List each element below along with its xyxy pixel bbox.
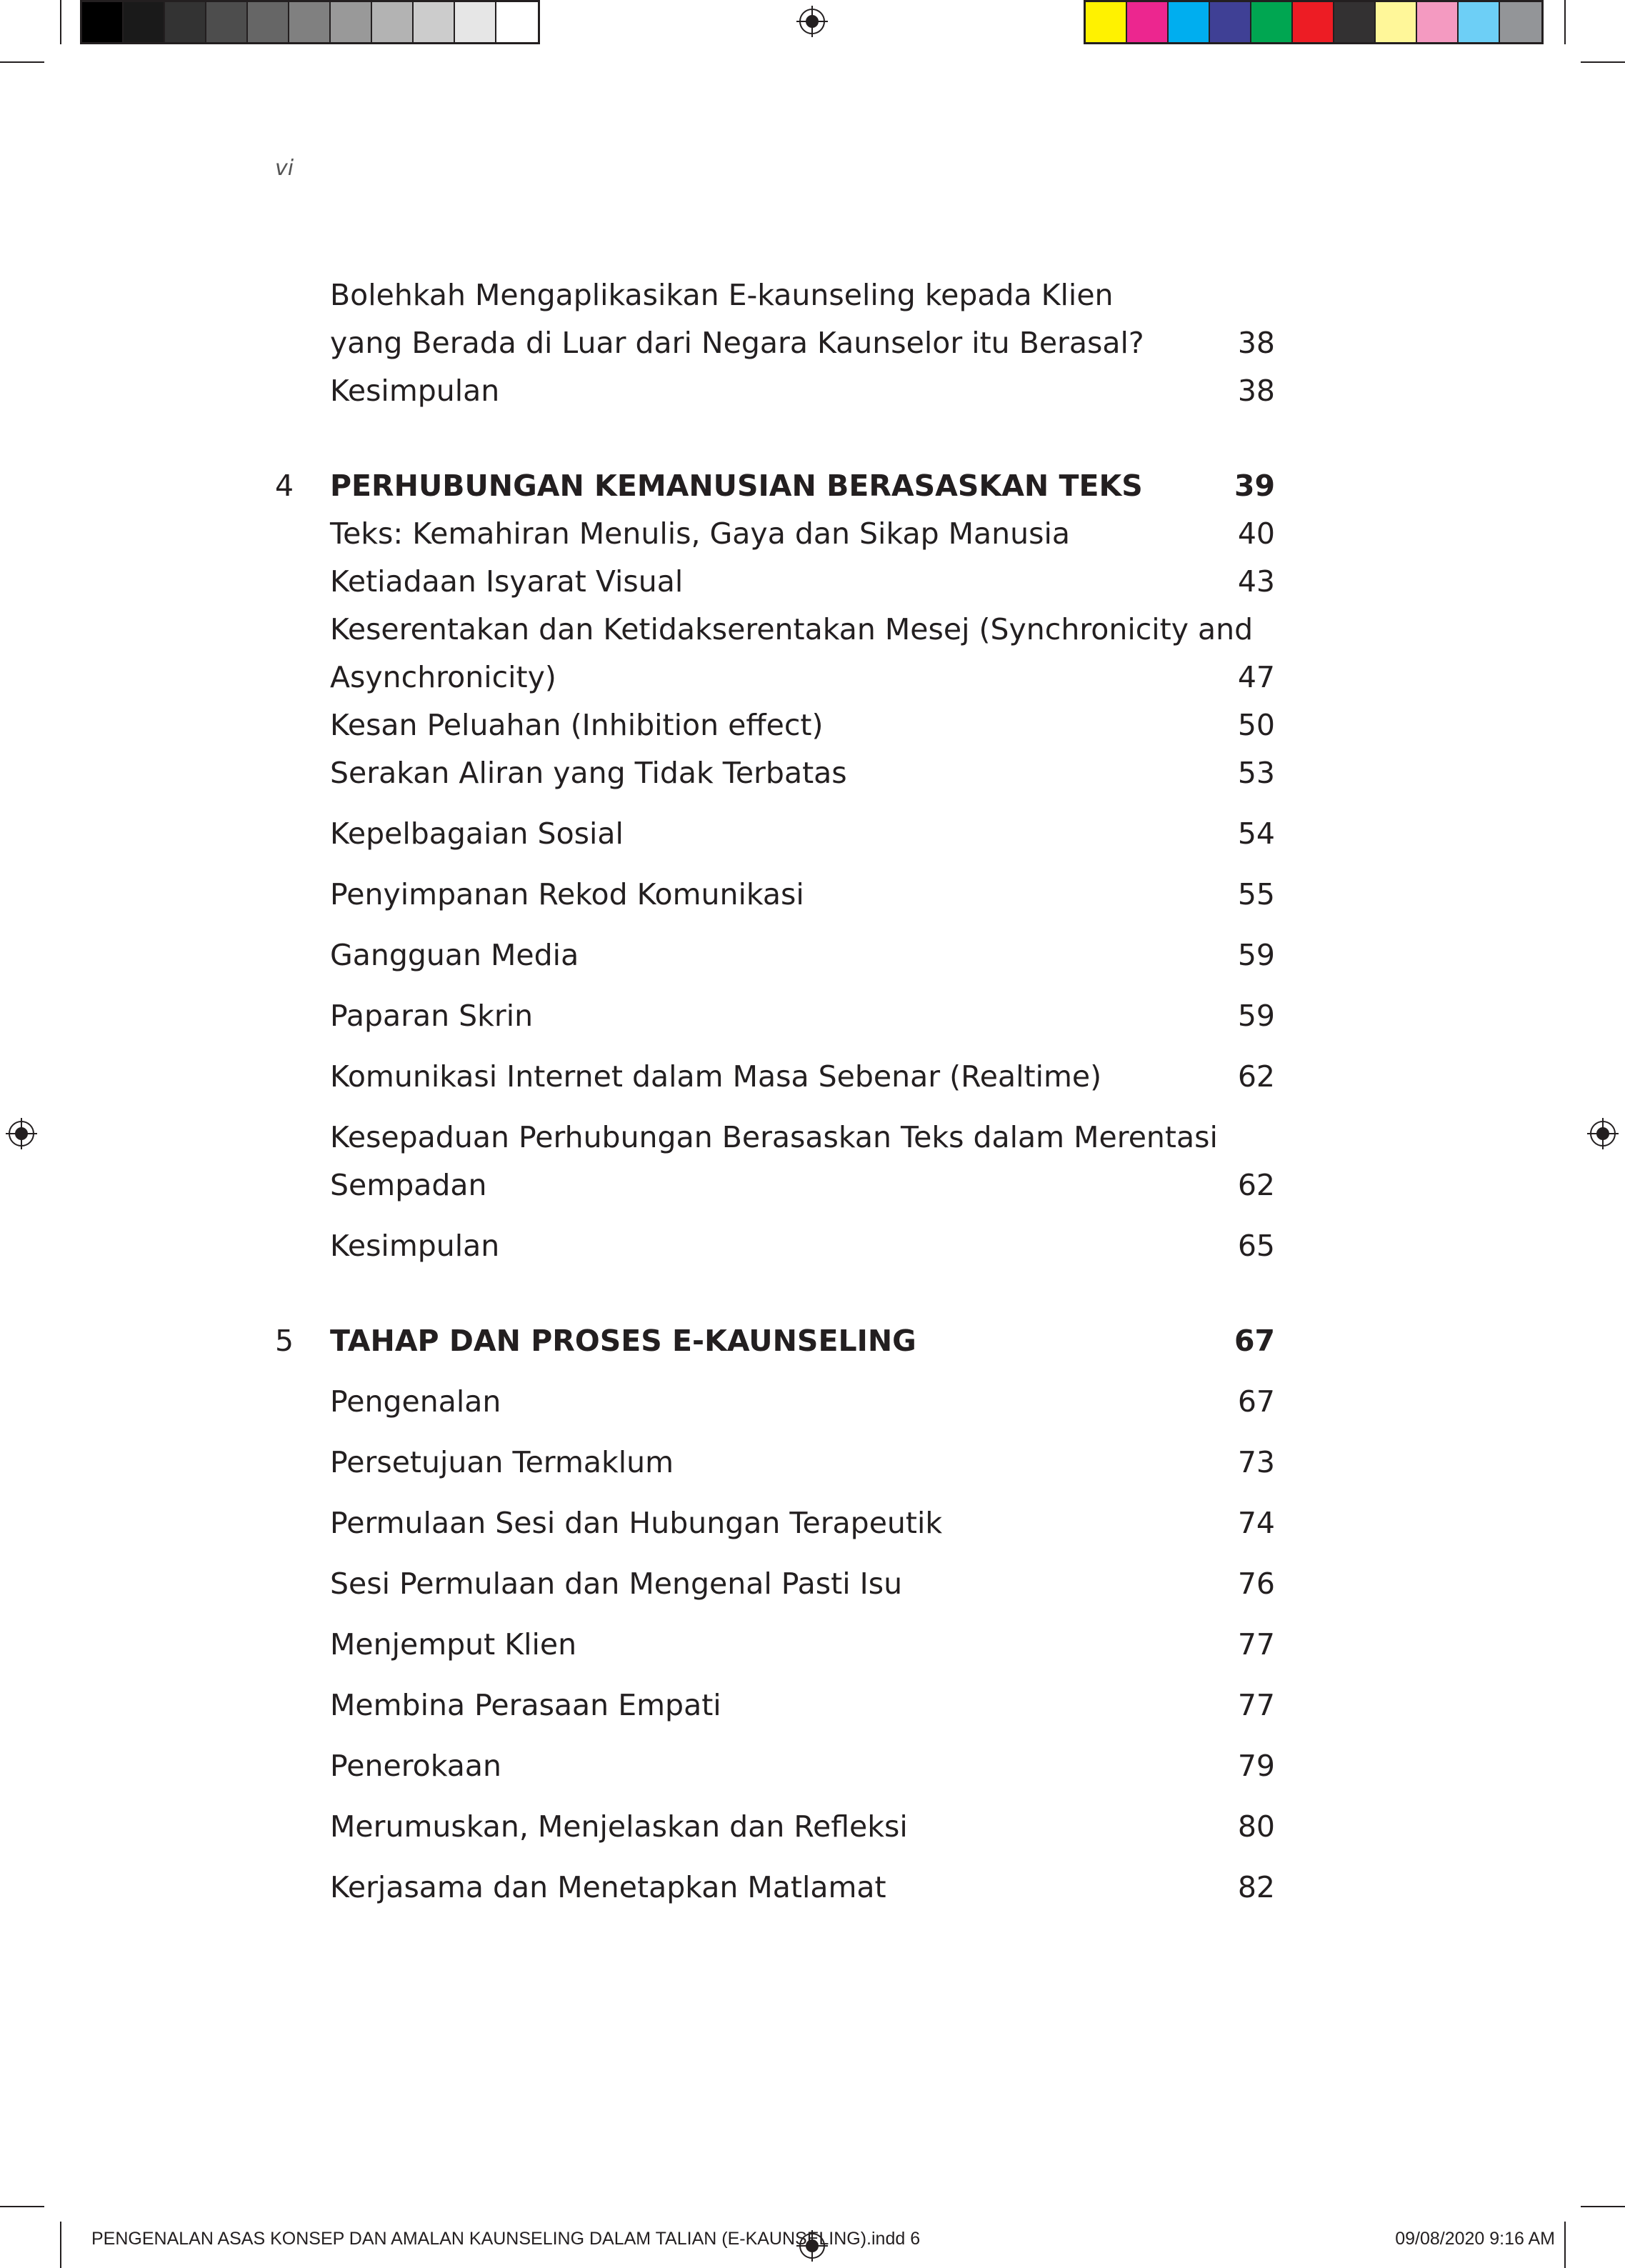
toc-entry-page: 50 xyxy=(1237,708,1275,742)
toc-entry xyxy=(275,810,1275,858)
toc-entry-page: 67 xyxy=(1237,1384,1275,1419)
toc-entry-title: Membina Perasaan Empati xyxy=(330,1688,721,1722)
toc-entry-page: 65 xyxy=(1237,1229,1275,1263)
toc-entry-title: Paparan Skrin xyxy=(330,999,534,1033)
toc-entry-title: Komunikasi Internet dalam Masa Sebenar (Realtime) xyxy=(330,1059,1102,1094)
toc-entry-page: 43 xyxy=(1237,564,1275,599)
toc-entry-title: Gangguan Media xyxy=(330,938,579,972)
toc-entry xyxy=(275,654,1275,701)
toc-entry-page: 76 xyxy=(1237,1567,1275,1601)
toc-entry-title: Kesepaduan Perhubungan Berasaskan Teks dalam Merentasi xyxy=(330,1120,1218,1154)
toc-entry-page: 53 xyxy=(1237,756,1275,790)
color-swatch xyxy=(1500,2,1541,42)
toc-entry xyxy=(275,1222,1275,1270)
toc-entry-title: Pengenalan xyxy=(330,1384,501,1419)
toc-entry-title: Kesimpulan xyxy=(330,374,500,408)
toc-entry xyxy=(275,992,1275,1040)
toc-chapter-heading xyxy=(275,462,1275,510)
toc-entry xyxy=(275,1864,1275,1912)
toc-entry xyxy=(275,1162,1275,1209)
toc-entry xyxy=(275,1682,1275,1729)
registration-mark-icon xyxy=(1587,1118,1619,1149)
toc-chapter-number: 5 xyxy=(275,1324,294,1358)
color-swatch xyxy=(1086,2,1127,42)
color-swatch xyxy=(1417,2,1459,42)
toc-entry-title: Kesan Peluahan (Inhibition effect) xyxy=(330,708,824,742)
toc-entry-page: 54 xyxy=(1237,816,1275,851)
color-swatch-bar xyxy=(1084,0,1544,44)
gray-swatch xyxy=(496,2,538,42)
toc-entry xyxy=(275,606,1275,654)
toc-entry-page: 80 xyxy=(1237,1809,1275,1844)
toc-entry-page: 59 xyxy=(1237,999,1275,1033)
toc-entry-title: Asynchronicity) xyxy=(330,660,556,694)
toc-entry xyxy=(275,1742,1275,1790)
toc-entry xyxy=(275,871,1275,919)
color-swatch xyxy=(1459,2,1500,42)
toc-entry xyxy=(275,367,1275,415)
gray-swatch xyxy=(82,2,124,42)
toc-entry-title: Kesimpulan xyxy=(330,1229,500,1263)
toc-entry-title: Merumuskan, Menjelaskan dan Refleksi xyxy=(330,1809,908,1844)
toc-entry-page: 67 xyxy=(1234,1324,1275,1358)
toc-entry xyxy=(275,558,1275,606)
toc-entry xyxy=(275,1560,1275,1608)
gray-swatch xyxy=(455,2,496,42)
toc-entry-page: 47 xyxy=(1237,660,1275,694)
color-swatch xyxy=(1293,2,1334,42)
toc-entry-title: Keserentakan dan Ketidakserentakan Mesej (Synchronicity and xyxy=(330,612,1254,646)
registration-mark-icon xyxy=(796,6,828,37)
crop-mark xyxy=(1564,2222,1566,2268)
crop-mark xyxy=(1581,61,1625,63)
page-number-roman: vi xyxy=(275,156,294,181)
toc-entry-page: 39 xyxy=(1234,469,1275,503)
toc-entry-title: Ketiadaan Isyarat Visual xyxy=(330,564,684,599)
toc-entry-page: 74 xyxy=(1237,1506,1275,1540)
toc-entry-title: Bolehkah Mengaplikasikan E-kaunseling kepada Klien xyxy=(330,278,1114,312)
toc-entry-page: 79 xyxy=(1237,1749,1275,1783)
color-swatch xyxy=(1334,2,1376,42)
color-swatch xyxy=(1251,2,1293,42)
toc-entry xyxy=(275,319,1275,367)
toc-entry-title: Teks: Kemahiran Menulis, Gaya dan Sikap Manusia xyxy=(330,516,1070,551)
crop-mark xyxy=(1581,2206,1625,2207)
toc-entry-page: 62 xyxy=(1237,1059,1275,1094)
toc-entry-page: 82 xyxy=(1237,1870,1275,1904)
toc-entry-title: Menjemput Klien xyxy=(330,1627,577,1662)
footer-file-info: PENGENALAN ASAS KONSEP DAN AMALAN KAUNSELING DALAM TALIAN (E-KAUNSELING).indd 6 xyxy=(91,2229,921,2249)
gray-swatch xyxy=(124,2,165,42)
toc-entry-title: PERHUBUNGAN KEMANUSIAN BERASASKAN TEKS xyxy=(330,469,1143,503)
gray-swatch xyxy=(248,2,289,42)
toc-entry-title: Serakan Aliran yang Tidak Terbatas xyxy=(330,756,847,790)
color-swatch xyxy=(1210,2,1251,42)
gray-swatch xyxy=(331,2,372,42)
crop-mark xyxy=(60,0,61,44)
toc-entry-page: 77 xyxy=(1237,1627,1275,1662)
toc-entry-title: Kerjasama dan Menetapkan Matlamat xyxy=(330,1870,886,1904)
toc-entry-page: 77 xyxy=(1237,1688,1275,1722)
crop-mark xyxy=(0,61,44,63)
crop-mark xyxy=(1564,0,1566,44)
color-swatch xyxy=(1376,2,1417,42)
toc-entry xyxy=(275,749,1275,797)
gray-swatch xyxy=(289,2,331,42)
gray-swatch xyxy=(372,2,414,42)
crop-mark xyxy=(0,2206,44,2207)
toc-chapter-heading xyxy=(275,1317,1275,1365)
toc-entry-page: 40 xyxy=(1237,516,1275,551)
toc-chapter-number: 4 xyxy=(275,469,294,503)
gray-swatch xyxy=(206,2,248,42)
toc-entry-title: Penerokaan xyxy=(330,1749,501,1783)
toc-entry-page: 59 xyxy=(1237,938,1275,972)
toc-entry-title: yang Berada di Luar dari Negara Kaunselor itu Berasal? xyxy=(330,326,1144,360)
toc-entry-title: TAHAP DAN PROSES E-KAUNSELING xyxy=(330,1324,916,1358)
toc-entry xyxy=(275,271,1275,319)
toc-entry-title: Kepelbagaian Sosial xyxy=(330,816,624,851)
gray-swatch xyxy=(414,2,455,42)
toc-entry-title: Permulaan Sesi dan Hubungan Terapeutik xyxy=(330,1506,943,1540)
toc-entry xyxy=(275,1439,1275,1487)
toc-entry xyxy=(275,510,1275,558)
registration-mark-icon xyxy=(6,1118,37,1149)
toc-entry-page: 73 xyxy=(1237,1445,1275,1479)
color-swatch xyxy=(1169,2,1210,42)
toc-entry-page: 62 xyxy=(1237,1168,1275,1202)
color-swatch xyxy=(1127,2,1169,42)
toc-entry xyxy=(275,1114,1275,1162)
footer-date-time: 09/08/2020 9:16 AM xyxy=(1395,2229,1555,2249)
toc-entry xyxy=(275,1053,1275,1101)
toc-entry-page: 55 xyxy=(1237,877,1275,911)
toc-entry-page: 38 xyxy=(1237,374,1275,408)
toc-entry-title: Sempadan xyxy=(330,1168,487,1202)
toc-entry xyxy=(275,1803,1275,1851)
grayscale-swatch-bar xyxy=(80,0,540,44)
toc-entry-page: 38 xyxy=(1237,326,1275,360)
toc-entry xyxy=(275,1378,1275,1426)
table-of-contents xyxy=(275,271,1275,1912)
toc-entry-title: Sesi Permulaan dan Mengenal Pasti Isu xyxy=(330,1567,903,1601)
gray-swatch xyxy=(165,2,206,42)
toc-entry xyxy=(275,931,1275,979)
toc-entry-title: Penyimpanan Rekod Komunikasi xyxy=(330,877,804,911)
toc-entry xyxy=(275,701,1275,749)
toc-entry xyxy=(275,1621,1275,1669)
toc-entry xyxy=(275,1499,1275,1547)
crop-mark xyxy=(60,2222,61,2268)
toc-entry-title: Persetujuan Termaklum xyxy=(330,1445,674,1479)
